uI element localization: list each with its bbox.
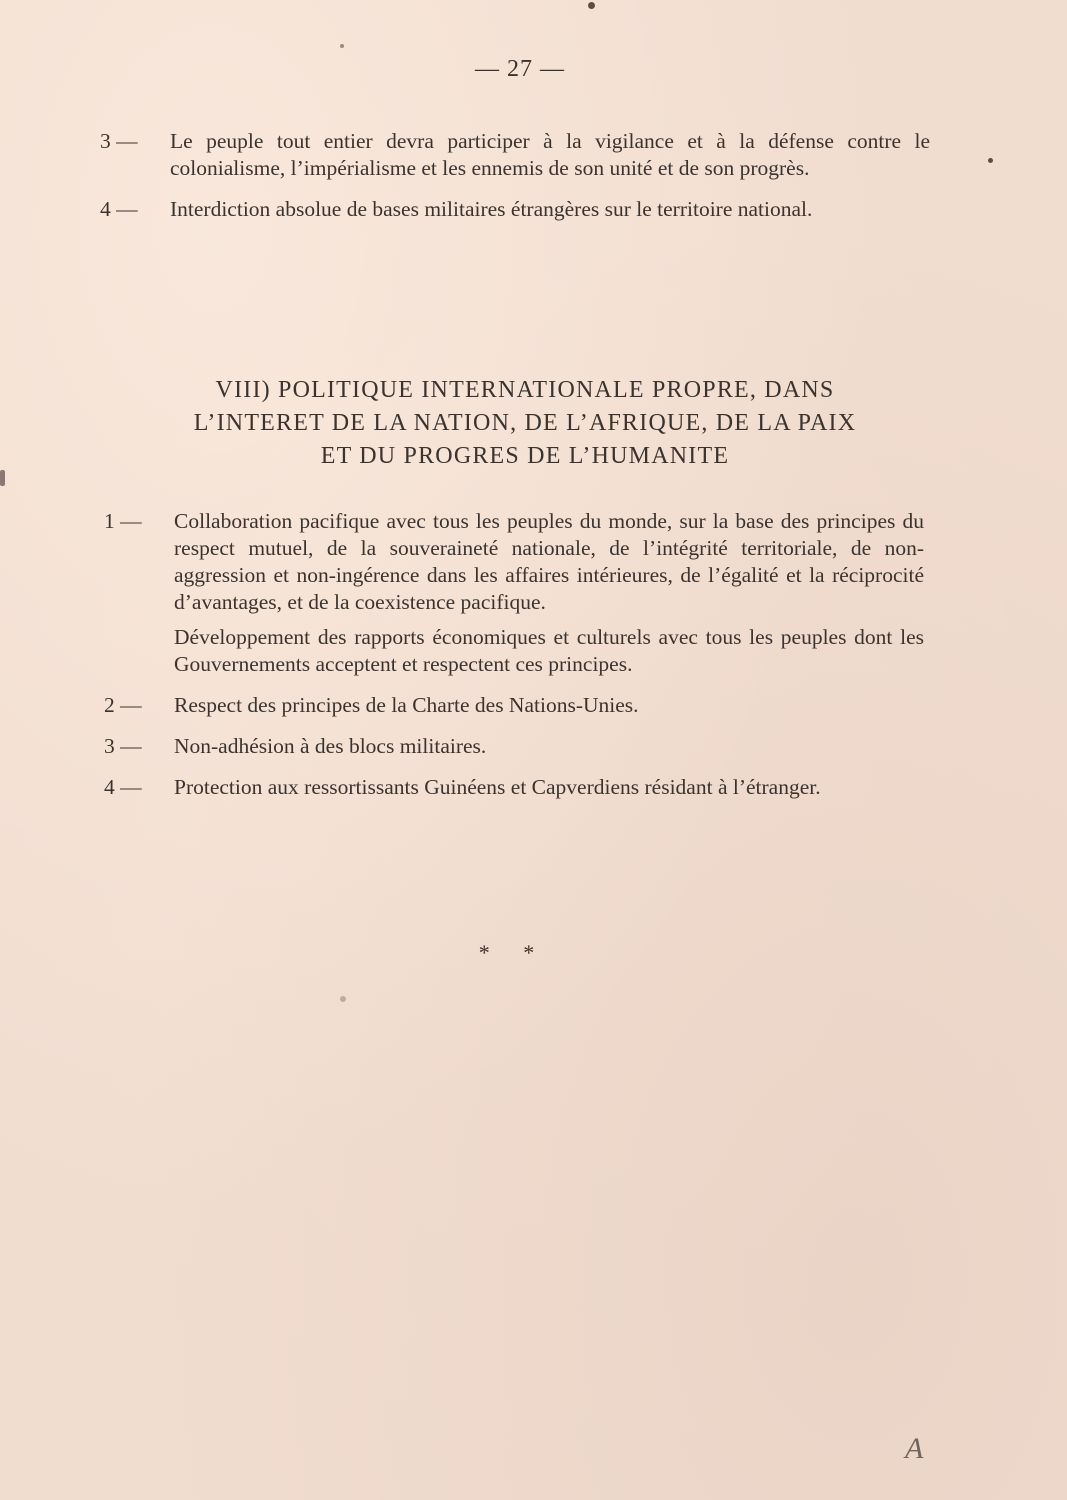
item-number: 3 — xyxy=(104,734,142,758)
item-paragraph: Collaboration pacifique avec tous les peuples du monde, sur la base des principes du respect mutuel, de la souveraineté nationale, de l’intégrité territoriale, de non-aggression et non-ingérence dans les affaires intérieures, de l’égalité et la réciprocité d’avantages, et de la coexistence pacifique. xyxy=(174,509,924,614)
item-paragraph: Interdiction absolue de bases militaires étrangères sur le territoire national. xyxy=(170,197,813,221)
item-number: 4 — xyxy=(100,197,138,221)
paper-speck xyxy=(340,44,344,48)
heading-line-1: VIII) POLITIQUE INTERNATIONALE PROPRE, DANS xyxy=(215,377,835,403)
page-number: — 27 — xyxy=(475,56,565,82)
ornament-stars: * * xyxy=(478,940,549,965)
paper-speck xyxy=(340,996,346,1002)
list-item-4 xyxy=(104,774,924,801)
section-heading xyxy=(110,374,940,473)
item-paragraph: Non-adhésion à des blocs militaires. xyxy=(174,734,487,758)
list-previous-section xyxy=(100,128,930,237)
item-text xyxy=(174,692,924,719)
item-number: 2 — xyxy=(104,693,142,717)
list-item-1 xyxy=(104,508,924,678)
list-item-3 xyxy=(104,733,924,760)
item-text xyxy=(170,128,930,182)
list-item-2 xyxy=(104,692,924,719)
item-number: 4 — xyxy=(104,775,142,799)
list-item-4 xyxy=(100,196,930,223)
item-number: 3 — xyxy=(100,129,138,153)
list-section-viii xyxy=(104,508,924,815)
item-text xyxy=(170,196,930,223)
item-number: 1 — xyxy=(104,509,142,533)
paper-speck xyxy=(0,470,5,486)
heading-line-3: ET DU PROGRES DE L’HUMANITE xyxy=(320,443,730,469)
paper-speck xyxy=(588,2,595,9)
item-text xyxy=(174,733,924,760)
item-paragraph: Le peuple tout entier devra participer à la vigilance et à la défense contre le colonialisme, l’impérialisme et les ennemis de son unité et de son progrès. xyxy=(170,129,930,180)
item-paragraph: Développement des rapports économiques et culturels avec tous les peuples dont les Gouvernements acceptent et respectent ces principes. xyxy=(174,625,924,676)
list-item-3 xyxy=(100,128,930,182)
paper-speck xyxy=(988,158,993,163)
item-paragraph: Respect des principes de la Charte des Nations-Unies. xyxy=(174,693,639,717)
item-paragraph: Protection aux ressortissants Guinéens et Capverdiens résidant à l’étranger. xyxy=(174,775,821,799)
handwritten-mark-icon: A xyxy=(905,1432,924,1465)
item-text xyxy=(174,508,924,678)
heading-line-2: L’INTERET DE LA NATION, DE L’AFRIQUE, DE LA PAIX xyxy=(193,410,857,436)
item-text xyxy=(174,774,924,801)
